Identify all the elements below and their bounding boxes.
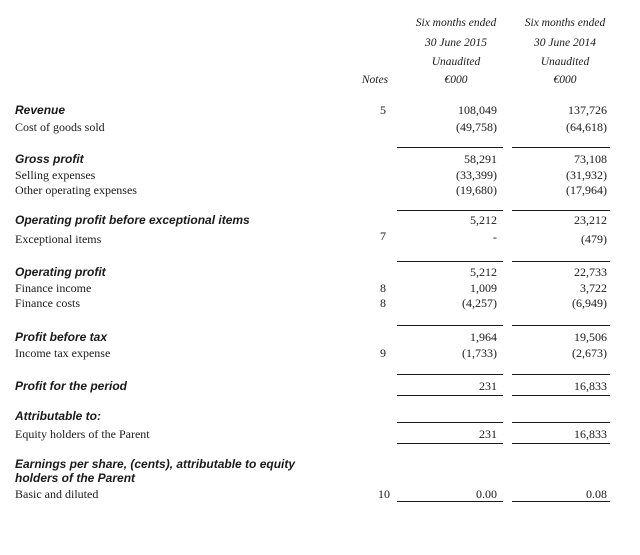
equity-holders-label: Equity holders of the Parent: [15, 427, 150, 441]
other-opex-2014: (17,964): [566, 183, 607, 197]
rule-profit-period-top-2015: [397, 374, 503, 375]
rule-op-before-2015: [397, 210, 503, 211]
rule-op-profit-2014: [512, 261, 610, 262]
op-before-exc-2014: 23,212: [574, 213, 607, 227]
basic-diluted-2015: 0.00: [476, 487, 497, 501]
op-profit-2014: 22,733: [574, 265, 607, 279]
rule-equity-top-2015: [397, 422, 503, 423]
cogs-2014: (64,618): [566, 120, 607, 134]
revenue-note: 5: [380, 103, 386, 117]
pbt-2015: 1,964: [470, 330, 497, 344]
pbt-label: Profit before tax: [15, 330, 108, 344]
fin-costs-2015: (4,257): [462, 296, 497, 310]
eps-heading-line2: holders of the Parent: [15, 471, 136, 485]
exceptional-label: Exceptional items: [15, 232, 102, 246]
rule-eps-2015: [397, 501, 503, 502]
fin-costs-note: 8: [380, 296, 386, 310]
rule-profit-period-bottom-2015: [397, 395, 503, 396]
selling-2015: (33,399): [456, 168, 497, 182]
pbt-2014: 19,506: [574, 330, 607, 344]
col-2014-header-line3: Unaudited: [540, 56, 590, 68]
op-profit-label: Operating profit: [15, 265, 106, 279]
other-opex-2015: (19,680): [456, 183, 497, 197]
basic-diluted-2014: 0.08: [586, 487, 607, 501]
selling-2014: (31,932): [566, 168, 607, 182]
rule-profit-period-top-2014: [512, 374, 610, 375]
fin-income-2014: 3,722: [580, 281, 607, 295]
basic-diluted-label: Basic and diluted: [15, 487, 99, 501]
profit-period-label: Profit for the period: [15, 379, 127, 393]
revenue-label: Revenue: [15, 103, 66, 117]
cogs-2015: (49,758): [456, 120, 497, 134]
fin-income-label: Finance income: [15, 281, 92, 295]
rule-pbt-2015: [397, 325, 503, 326]
col-2014-header-line2: 30 June 2014: [534, 37, 596, 49]
rule-op-profit-2015: [397, 261, 503, 262]
notes-header: Notes: [361, 74, 389, 86]
fin-costs-label: Finance costs: [15, 296, 80, 310]
rule-gross-2015: [397, 147, 503, 148]
col-2015-header-line3: Unaudited: [431, 56, 481, 68]
col-2015-header-line2: 30 June 2015: [425, 37, 487, 49]
profit-period-2015: 231: [479, 379, 497, 393]
other-opex-label: Other operating expenses: [15, 183, 137, 197]
revenue-2015: 108,049: [458, 103, 497, 117]
gross-profit-label: Gross profit: [15, 152, 84, 166]
rule-profit-period-bottom-2014: [512, 395, 610, 396]
op-before-exc-label: Operating profit before exceptional items: [15, 213, 250, 227]
exceptional-note: 7: [380, 229, 386, 243]
tax-note: 9: [380, 346, 386, 360]
exceptional-2015: -: [493, 230, 497, 244]
col-2015-header-line1: Six months ended: [415, 17, 497, 29]
col-2015-header-line4: €000: [444, 74, 468, 86]
rule-pbt-2014: [512, 325, 610, 326]
equity-holders-2015: 231: [479, 427, 497, 441]
rule-op-before-2014: [512, 210, 610, 211]
selling-label: Selling expenses: [15, 168, 96, 182]
fin-costs-2014: (6,949): [572, 296, 607, 310]
attributable-label: Attributable to:: [15, 409, 101, 423]
op-before-exc-2015: 5,212: [470, 213, 497, 227]
profit-period-2014: 16,833: [574, 379, 607, 393]
gross-profit-2014: 73,108: [574, 152, 607, 166]
op-profit-2015: 5,212: [470, 265, 497, 279]
revenue-2014: 137,726: [568, 103, 607, 117]
rule-equity-bottom-2014: [512, 443, 610, 444]
tax-label: Income tax expense: [15, 346, 111, 360]
equity-holders-2014: 16,833: [574, 427, 607, 441]
rule-eps-2014: [512, 501, 610, 502]
rule-equity-bottom-2015: [397, 443, 503, 444]
eps-heading-line1: Earnings per share, (cents), attributable to equity: [15, 457, 296, 471]
col-2014-header-line4: €000: [553, 74, 577, 86]
tax-2014: (2,673): [572, 346, 607, 360]
gross-profit-2015: 58,291: [464, 152, 497, 166]
basic-diluted-note: 10: [378, 487, 390, 501]
rule-gross-2014: [512, 147, 610, 148]
tax-2015: (1,733): [462, 346, 497, 360]
fin-income-2015: 1,009: [470, 281, 497, 295]
exceptional-2014: (479): [581, 232, 607, 246]
cogs-label: Cost of goods sold: [15, 120, 105, 134]
rule-equity-top-2014: [512, 422, 610, 423]
fin-income-note: 8: [380, 281, 386, 295]
col-2014-header-line1: Six months ended: [524, 17, 606, 29]
